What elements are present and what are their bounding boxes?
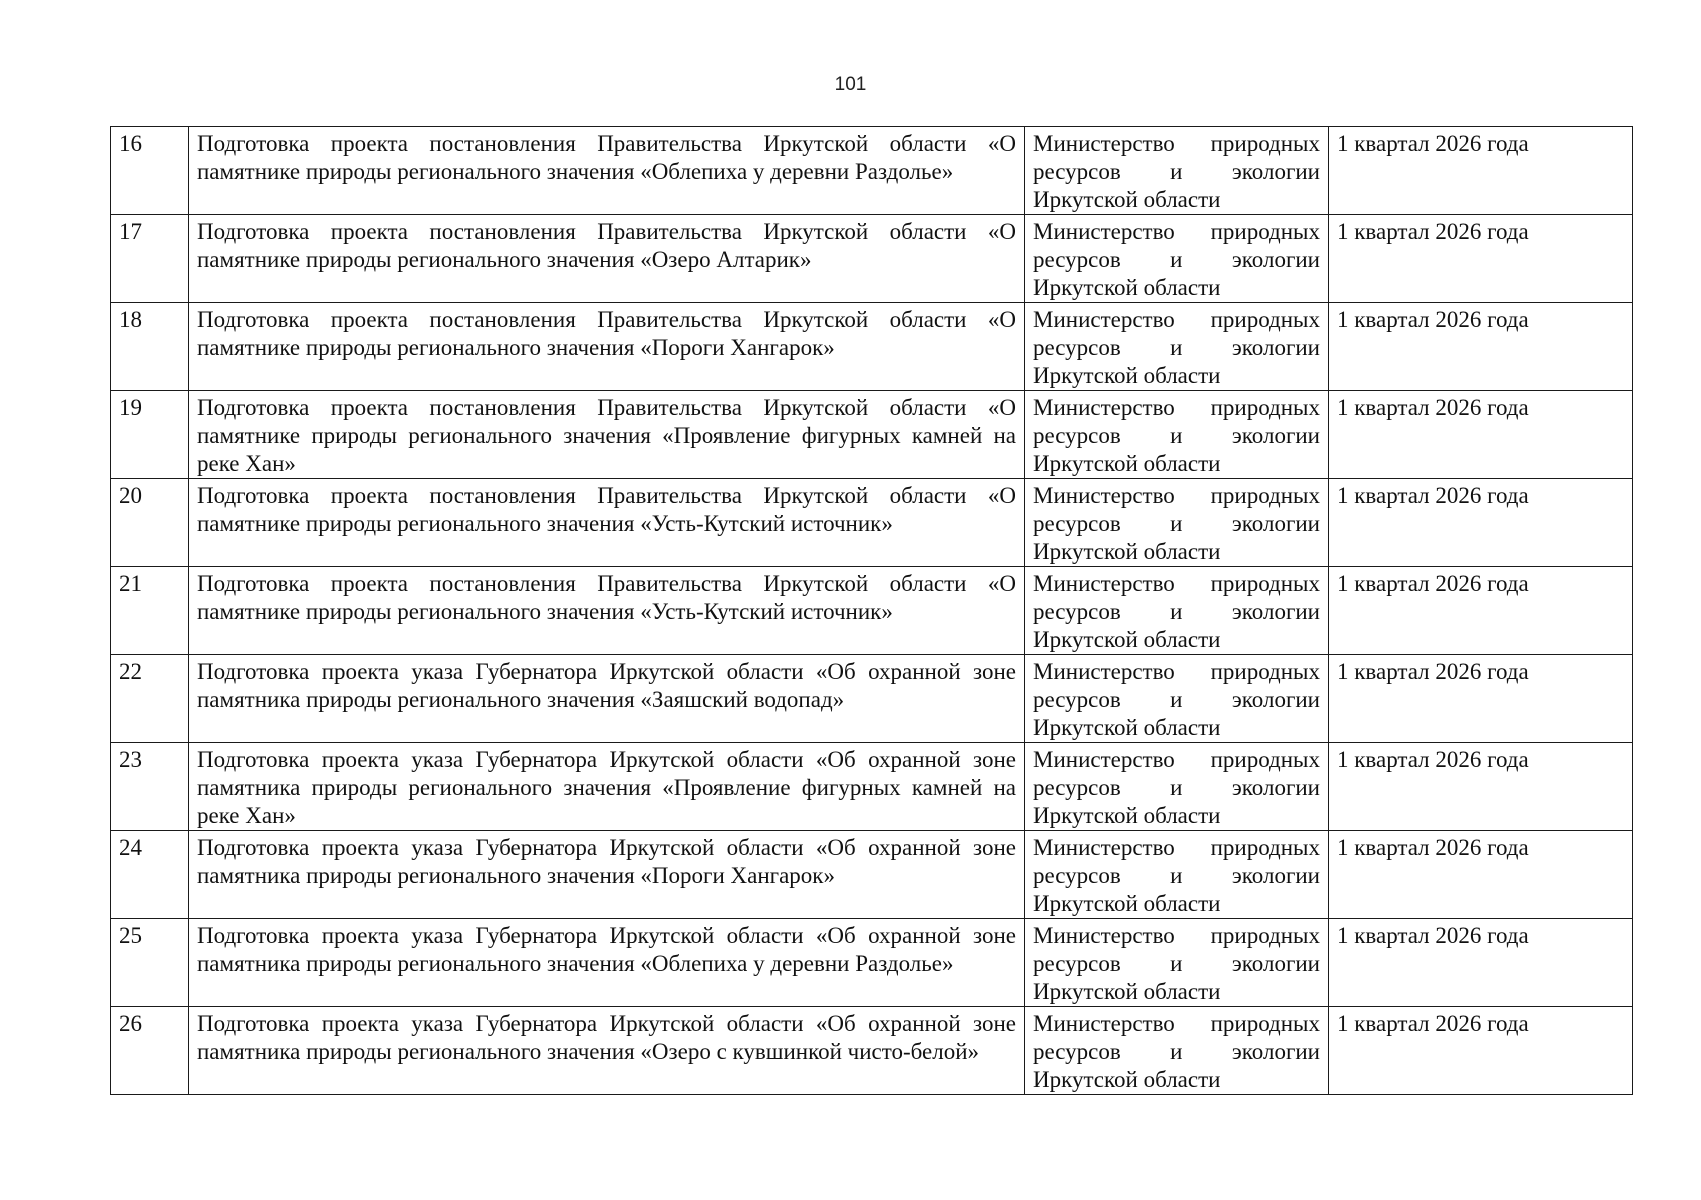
deadline: 1 квартал 2026 года	[1329, 831, 1633, 919]
table-row	[111, 655, 1633, 743]
deadline: 1 квартал 2026 года	[1329, 743, 1633, 831]
page-number: 101	[834, 74, 867, 95]
responsible-executor: Министерство природных ресурсов и экологии Иркутской области	[1025, 215, 1329, 303]
responsible-executor: Министерство природных ресурсов и экологии Иркутской области	[1025, 831, 1329, 919]
plan-table	[110, 126, 1633, 1095]
table-row	[111, 391, 1633, 479]
row-number: 16	[111, 127, 189, 215]
table-row	[111, 831, 1633, 919]
responsible-executor: Министерство природных ресурсов и экологии Иркутской области	[1025, 743, 1329, 831]
table-row	[111, 919, 1633, 1007]
deadline: 1 квартал 2026 года	[1329, 1007, 1633, 1095]
row-number: 26	[111, 1007, 189, 1095]
row-number: 21	[111, 567, 189, 655]
task-description: Подготовка проекта указа Губернатора Иркутской области «Об охранной зоне памятника природы регионального значения «Проявление фигурных камней на реке Хан»	[189, 743, 1025, 831]
deadline: 1 квартал 2026 года	[1329, 919, 1633, 1007]
table-row	[111, 1007, 1633, 1095]
task-description: Подготовка проекта указа Губернатора Иркутской области «Об охранной зоне памятника природы регионального значения «Пороги Хангарок»	[189, 831, 1025, 919]
row-number: 18	[111, 303, 189, 391]
responsible-executor: Министерство природных ресурсов и экологии Иркутской области	[1025, 1007, 1329, 1095]
deadline: 1 квартал 2026 года	[1329, 655, 1633, 743]
row-number: 17	[111, 215, 189, 303]
responsible-executor: Министерство природных ресурсов и экологии Иркутской области	[1025, 391, 1329, 479]
responsible-executor: Министерство природных ресурсов и экологии Иркутской области	[1025, 303, 1329, 391]
responsible-executor: Министерство природных ресурсов и экологии Иркутской области	[1025, 127, 1329, 215]
task-description: Подготовка проекта постановления Правительства Иркутской области «О памятнике природы регионального значения «Усть-Кутский источник»	[189, 567, 1025, 655]
deadline: 1 квартал 2026 года	[1329, 567, 1633, 655]
row-number: 24	[111, 831, 189, 919]
deadline: 1 квартал 2026 года	[1329, 391, 1633, 479]
responsible-executor: Министерство природных ресурсов и экологии Иркутской области	[1025, 919, 1329, 1007]
row-number: 22	[111, 655, 189, 743]
row-number: 23	[111, 743, 189, 831]
table-row	[111, 479, 1633, 567]
deadline: 1 квартал 2026 года	[1329, 479, 1633, 567]
plan-table-body	[111, 127, 1633, 1095]
row-number: 20	[111, 479, 189, 567]
deadline: 1 квартал 2026 года	[1329, 303, 1633, 391]
task-description: Подготовка проекта постановления Правительства Иркутской области «О памятнике природы регионального значения «Озеро Алтарик»	[189, 215, 1025, 303]
task-description: Подготовка проекта постановления Правительства Иркутской области «О памятнике природы регионального значения «Проявление фигурных камней на реке Хан»	[189, 391, 1025, 479]
responsible-executor: Министерство природных ресурсов и экологии Иркутской области	[1025, 567, 1329, 655]
table-row	[111, 215, 1633, 303]
responsible-executor: Министерство природных ресурсов и экологии Иркутской области	[1025, 479, 1329, 567]
table-row	[111, 303, 1633, 391]
row-number: 25	[111, 919, 189, 1007]
table-row	[111, 567, 1633, 655]
deadline: 1 квартал 2026 года	[1329, 127, 1633, 215]
task-description: Подготовка проекта постановления Правительства Иркутской области «О памятнике природы регионального значения «Облепиха у деревни Раздолье»	[189, 127, 1025, 215]
table-row	[111, 743, 1633, 831]
table-row	[111, 127, 1633, 215]
task-description: Подготовка проекта указа Губернатора Иркутской области «Об охранной зоне памятника природы регионального значения «Облепиха у деревни Раздолье»	[189, 919, 1025, 1007]
task-description: Подготовка проекта постановления Правительства Иркутской области «О памятнике природы регионального значения «Усть-Кутский источник»	[189, 479, 1025, 567]
task-description: Подготовка проекта указа Губернатора Иркутской области «Об охранной зоне памятника природы регионального значения «Озеро с кувшинкой чисто-белой»	[189, 1007, 1025, 1095]
responsible-executor: Министерство природных ресурсов и экологии Иркутской области	[1025, 655, 1329, 743]
task-description: Подготовка проекта указа Губернатора Иркутской области «Об охранной зоне памятника природы регионального значения «Заяшский водопад»	[189, 655, 1025, 743]
deadline: 1 квартал 2026 года	[1329, 215, 1633, 303]
row-number: 19	[111, 391, 189, 479]
task-description: Подготовка проекта постановления Правительства Иркутской области «О памятнике природы регионального значения «Пороги Хангарок»	[189, 303, 1025, 391]
